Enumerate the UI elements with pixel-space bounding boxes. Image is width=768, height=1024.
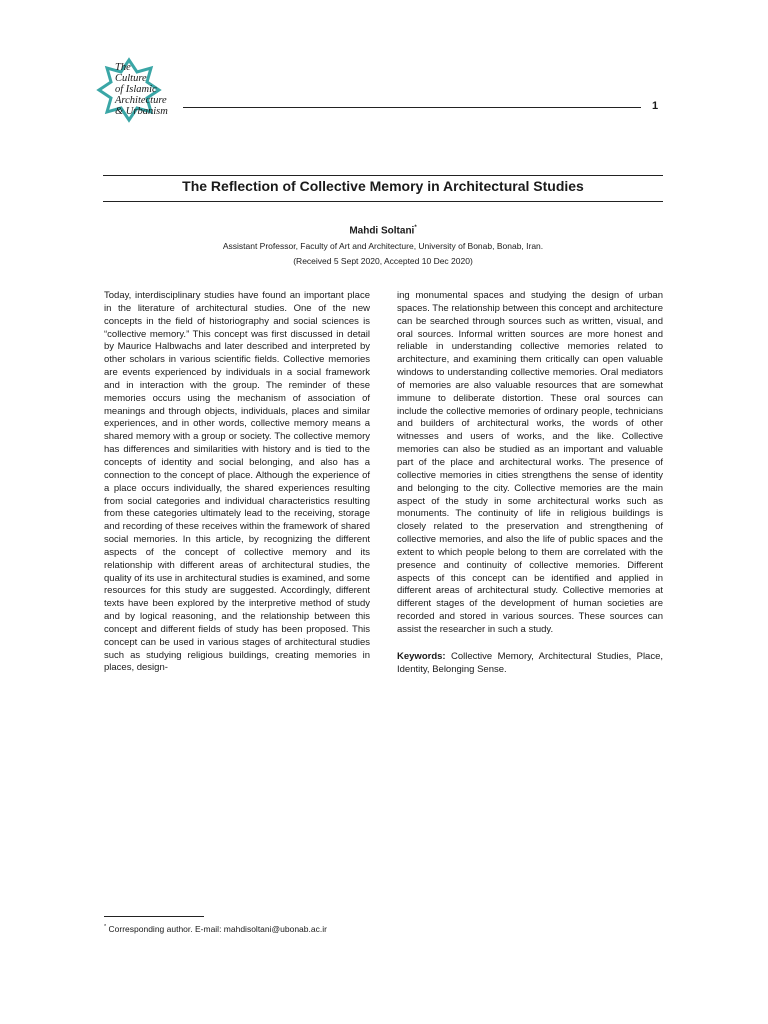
abstract-left-column [104,290,370,675]
abstract-text-left: Today, interdisciplinary studies have found an important place in the literature of architectural studies. One of the new concepts in the field of historiography and social sciences is “collective memory.” This concept was first discussed in detail by Maurice Halbwachs and later described and interpreted by other scholars in various scientific fields. Collective memories are events experienced by individuals in a social framework and in interaction with the group. The reminder of these memories occurs using the mechanism of association of meanings and through objects, individuals, places and similar experiences, and in other words, collective memory means a shared memory with a group or society. The collective memory has differences and similarities with history and is tied to the concepts of identity and social belonging, and also has a connection to the concept of place. Although the experience of a place occurs individually, the shared experiences resulting from social categories and individual characteristics resulting from these categories ultimately lead to the receiving, storage and recording of these receives within the framework of shared social memories. In this article, by recognizing the different aspects of the concept of collective memory and its relationship with different areas of architectural studies, the quality of its use in architectural studies is examined, and some resources for this study are suggested. Accordingly, different texts have been explored by the interpretive method of study and by logical reasoning, and the relationship between this concept and different fields of study has been proposed. This concept can be used in various stages of architectural studies such as studying religious buildings, creating memories in places, design- [104,290,370,674]
abstract-text-right: ing monumental spaces and studying the design of urban spaces. The relationship between this concept and architecture can be searched through sources such as written, visual, and oral sources. Informal written sources are more honest and reliable in understanding collective memories related to architecture, and examining them critically can open valuable windows to understanding collective memories. Oral mediators of memories are also valuable resources that are somewhat immune to deliberate distortion. These oral sources can include the collective memories of ordinary people, technicians and builders of architectural works, the words of other witnesses and users of works, and the like. Collective memories can also be studied as an important and valuable part of the place and architectural works. The presence of collective memories in cities strengthens the sense of identity and belonging to the city. Collective memories are the main aspect of the study in some architectural works such as monuments. The continuity of life in religious buildings is closely related to the preservation and strengthening of collective memories, and also the life of public spaces and the extent to which people belong to them are correlated with the presence and continuity of collective memories. Different aspects of this concept can be identified and applied in different areas of architectural study. Collective memories at different stages of the development of human societies are recorded and stored in various sources. These sources can assist the researcher in such a study. [397,290,663,635]
logo-line: & Urbanism [115,106,168,117]
keywords-block [397,651,663,677]
logo-wordmark [115,62,168,117]
paper-title: The Reflection of Collective Memory in Architectural Studies [182,178,584,194]
keywords-list: Collective Memory, Architectural Studies, Place, Identity, Belonging Sense. [397,650,664,675]
footnote [104,924,327,934]
logo-line: Architecture [115,95,167,106]
logo-line: Culture [115,73,147,84]
author-line [103,225,663,236]
abstract-right-column [397,290,663,676]
page-number: 1 [652,100,659,112]
title-rule-bottom [103,201,663,202]
footnote-text: Corresponding author. E-mail: mahdisoltani@ubonab.ac.ir [108,924,327,934]
keywords-label: Keywords: [397,650,446,662]
journal-logo [95,52,205,142]
author-affiliation: Assistant Professor, Faculty of Art and Architecture, University of Bonab, Bonab, Iran. [222,241,544,251]
received-dates: (Received 5 Sept 2020, Accepted 10 Dec 2020) [293,256,473,266]
title-rule-top [103,175,663,176]
footnote-rule [104,916,204,917]
footnote-mark: * [104,924,107,931]
logo-line: of Islamic [115,84,157,95]
header-rule [183,107,641,108]
author-mark: * [414,225,417,231]
logo-line: The [115,62,131,73]
author-name: Mahdi Soltani [349,225,415,237]
